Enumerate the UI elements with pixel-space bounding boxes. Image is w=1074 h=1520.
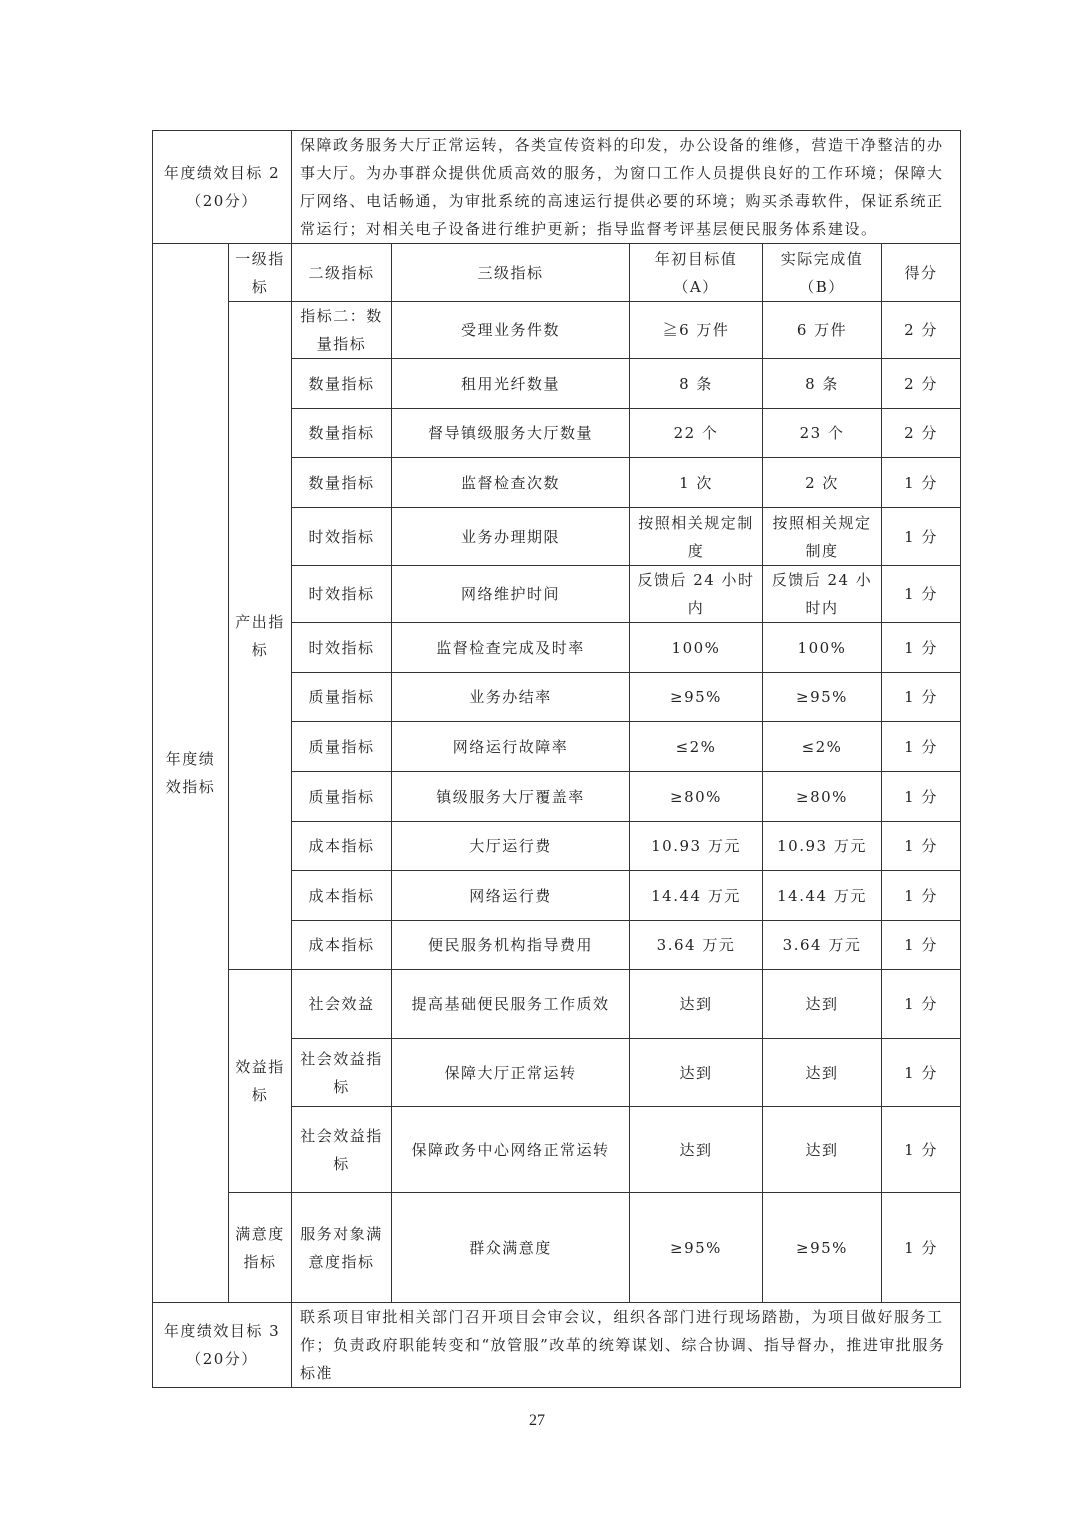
- level3-cell: 督导镇级服务大厅数量: [392, 409, 630, 458]
- target-value: ≧6 万件: [630, 302, 763, 359]
- level2-cell: 成本指标: [292, 822, 392, 871]
- target-value: ≥95%: [630, 1193, 763, 1303]
- level2-cell: 社会效益指标: [292, 1039, 392, 1107]
- target-value: 100%: [630, 623, 763, 673]
- level2-cell: 成本指标: [292, 871, 392, 921]
- actual-value: ≥95%: [763, 1193, 882, 1303]
- header-score: 得分: [882, 244, 961, 302]
- level3-cell: 提高基础便民服务工作质效: [392, 970, 630, 1039]
- target-value: 1 次: [630, 458, 763, 508]
- level3-cell: 业务办结率: [392, 673, 630, 722]
- goal-2-row-label: [153, 131, 292, 244]
- level2-cell: 指标二：数量指标: [292, 302, 392, 359]
- target-value: 达到: [630, 970, 763, 1039]
- score-value: 1 分: [882, 921, 961, 970]
- header-actual: 实际完成值（B）: [763, 244, 882, 302]
- goal-2-row-text: 保障政务服务大厅正常运转，各类宣传资料的印发，办公设备的维修，营造干净整洁的办事大厅。为办事群众提供优质高效的服务，为窗口工作人员提供良好的工作环境；保障大厅网络、电话畅通，为审批系统的高速运行提供必要的环境；购买杀毒软件，保证系统正常运行；对相关电子设备进行维护更新；指导监督考评基层便民服务体系建设。: [292, 131, 961, 244]
- section-label: 年度绩效指标: [153, 244, 229, 1303]
- level3-cell: 网络运行故障率: [392, 722, 630, 772]
- target-value: ≥95%: [630, 673, 763, 722]
- indicator-row: [153, 302, 961, 359]
- level2-cell: 数量指标: [292, 458, 392, 508]
- header-level1: 一级指标: [229, 244, 292, 302]
- goal-3-row: [153, 1303, 961, 1388]
- score-value: 2 分: [882, 359, 961, 409]
- level3-cell: 业务办理期限: [392, 508, 630, 566]
- level3-cell: 监督检查完成及时率: [392, 623, 630, 673]
- actual-value: 23 个: [763, 409, 882, 458]
- target-value: 3.64 万元: [630, 921, 763, 970]
- score-value: 1 分: [882, 722, 961, 772]
- score-value: 1 分: [882, 871, 961, 921]
- level1-category: 效益指标: [229, 970, 292, 1193]
- page-number: 27: [529, 1412, 545, 1429]
- score-value: 1 分: [882, 623, 961, 673]
- level2-cell: 时效指标: [292, 508, 392, 566]
- target-value: ≤2%: [630, 722, 763, 772]
- level2-cell: 社会效益指标: [292, 1107, 392, 1193]
- level3-cell: 租用光纤数量: [392, 359, 630, 409]
- target-value: ≥80%: [630, 772, 763, 822]
- score-value: 1 分: [882, 772, 961, 822]
- goal-2-row: [153, 131, 961, 244]
- target-value: 22 个: [630, 409, 763, 458]
- score-value: 1 分: [882, 673, 961, 722]
- score-value: 1 分: [882, 1107, 961, 1193]
- level3-cell: 便民服务机构指导费用: [392, 921, 630, 970]
- level3-cell: 监督检查次数: [392, 458, 630, 508]
- score-value: 1 分: [882, 566, 961, 623]
- score-value: 1 分: [882, 822, 961, 871]
- level2-cell: 成本指标: [292, 921, 392, 970]
- header-target: 年初目标值（A）: [630, 244, 763, 302]
- actual-value: 10.93 万元: [763, 822, 882, 871]
- actual-value: 2 次: [763, 458, 882, 508]
- actual-value: 达到: [763, 1107, 882, 1193]
- score-value: 2 分: [882, 302, 961, 359]
- actual-value: 按照相关规定制度: [763, 508, 882, 566]
- actual-value: ≥80%: [763, 772, 882, 822]
- indicator-row: [153, 970, 961, 1039]
- level2-cell: 数量指标: [292, 359, 392, 409]
- level2-cell: 质量指标: [292, 772, 392, 822]
- level2-cell: 质量指标: [292, 722, 392, 772]
- level3-cell: 网络运行费: [392, 871, 630, 921]
- score-value: 1 分: [882, 1039, 961, 1107]
- level1-category: 满意度指标: [229, 1193, 292, 1303]
- level3-cell: 保障大厅正常运转: [392, 1039, 630, 1107]
- level3-cell: 群众满意度: [392, 1193, 630, 1303]
- level2-cell: 服务对象满意度指标: [292, 1193, 392, 1303]
- goal-2-row-label-points: （20分）: [186, 192, 258, 210]
- header-row: [153, 244, 961, 302]
- header-level2: 二级指标: [292, 244, 392, 302]
- target-value: 10.93 万元: [630, 822, 763, 871]
- actual-value: ≥95%: [763, 673, 882, 722]
- level3-cell: 网络维护时间: [392, 566, 630, 623]
- score-value: 1 分: [882, 508, 961, 566]
- goal-2-row-label-title: 年度绩效目标 2: [163, 164, 281, 182]
- indicator-row: [153, 1193, 961, 1303]
- actual-value: 3.64 万元: [763, 921, 882, 970]
- level2-cell: 质量指标: [292, 673, 392, 722]
- level2-cell: 时效指标: [292, 566, 392, 623]
- level3-cell: 保障政务中心网络正常运转: [392, 1107, 630, 1193]
- score-value: 1 分: [882, 970, 961, 1039]
- actual-value: 100%: [763, 623, 882, 673]
- target-value: 反馈后 24 小时内: [630, 566, 763, 623]
- target-value: 8 条: [630, 359, 763, 409]
- goal-3-row-text: 联系项目审批相关部门召开项目会审会议，组织各部门进行现场踏勘，为项目做好服务工作；负责政府职能转变和“放管服”改革的统筹谋划、综合协调、指导督办，推进审批服务标准: [292, 1303, 961, 1388]
- goal-3-row-label: [153, 1303, 292, 1388]
- level2-cell: 社会效益: [292, 970, 392, 1039]
- level2-cell: 数量指标: [292, 409, 392, 458]
- level1-category: 产出指标: [229, 302, 292, 970]
- level2-cell: 时效指标: [292, 623, 392, 673]
- performance-table: [152, 130, 961, 1388]
- score-value: 1 分: [882, 1193, 961, 1303]
- goal-3-row-label-title: 年度绩效目标 3: [163, 1322, 281, 1340]
- header-level3: 三级指标: [392, 244, 630, 302]
- actual-value: 6 万件: [763, 302, 882, 359]
- actual-value: 达到: [763, 1039, 882, 1107]
- actual-value: 达到: [763, 970, 882, 1039]
- level3-cell: 受理业务件数: [392, 302, 630, 359]
- actual-value: 反馈后 24 小时内: [763, 566, 882, 623]
- actual-value: ≤2%: [763, 722, 882, 772]
- level3-cell: 镇级服务大厅覆盖率: [392, 772, 630, 822]
- score-value: 1 分: [882, 458, 961, 508]
- target-value: 达到: [630, 1039, 763, 1107]
- actual-value: 8 条: [763, 359, 882, 409]
- level3-cell: 大厅运行费: [392, 822, 630, 871]
- actual-value: 14.44 万元: [763, 871, 882, 921]
- target-value: 达到: [630, 1107, 763, 1193]
- goal-3-row-label-points: （20分）: [186, 1350, 258, 1368]
- target-value: 14.44 万元: [630, 871, 763, 921]
- target-value: 按照相关规定制度: [630, 508, 763, 566]
- score-value: 2 分: [882, 409, 961, 458]
